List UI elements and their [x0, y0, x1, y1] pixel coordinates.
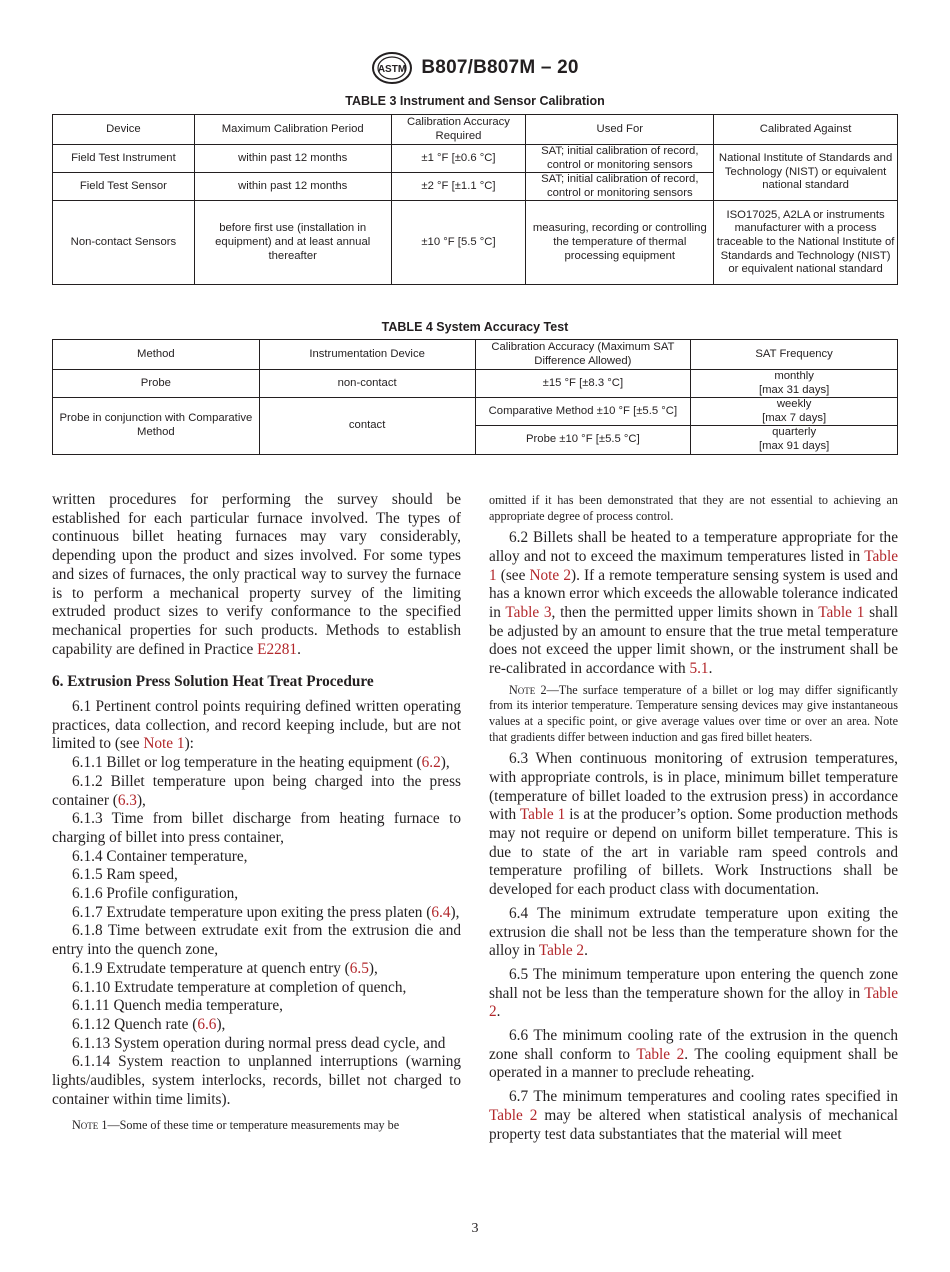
link-6-5[interactable]: 6.5: [349, 959, 369, 977]
list-item: 6.1.10 Extrudate temperature at completion of quench,: [72, 978, 407, 996]
table4-cell: ±15 °F [±8.3 °C]: [475, 370, 691, 398]
page-number: 3: [471, 1221, 479, 1236]
table4-caption: TABLE 4 System Accuracy Test: [381, 320, 569, 334]
paragraph-6-6: [489, 1027, 898, 1083]
list-item: 6.1.3 Time from billet discharge from heating furnace to charging of billet into press container,: [52, 810, 461, 846]
note-text: 1—Some of these time or temperature measurements may be: [98, 1117, 400, 1132]
list-item: 6.1.4 Container temperature,: [72, 847, 248, 865]
text: is at the producer’s option. Some production methods may not require or depend on uniform billet temperature. This is due to state of the art in variable ram speed controls and temperature profiling of billets. Work Instructions shall be developed for each product class with documentation.: [489, 806, 898, 899]
table3-cell: within past 12 months: [194, 145, 391, 173]
table-row: [53, 370, 898, 398]
text: 6.2 Billets shall be heated to a temperature appropriate for the alloy and not to exceed the maximum temperatures listed in: [489, 529, 898, 565]
text: , then the permitted upper limits shown in: [551, 604, 819, 621]
link-table-2[interactable]: Table 2: [489, 984, 898, 1021]
frequency-label: weekly: [776, 398, 812, 411]
right-column: [489, 493, 898, 1144]
note-text: 2—The surface temperature of a billet or log may differ significantly from its interior temperature. Temperature sensing devices may give instantaneous values at a specific point, or give average values over time or over an area. Note that gradients differ between induction and gas fired billet heaters.: [489, 682, 898, 744]
table3-cell: SAT; initial calibration of record, control or monitoring sensors: [526, 145, 714, 173]
link-note-2[interactable]: Note 2: [529, 566, 571, 584]
table3: [52, 114, 898, 285]
note-label: Note: [72, 1117, 99, 1132]
frequency-max: [max 31 days]: [758, 383, 830, 396]
table4-header-row: [53, 340, 898, 370]
table-row: [53, 201, 898, 285]
list-item: [52, 1016, 461, 1035]
frequency-label: quarterly: [772, 426, 817, 439]
paragraph-6-2: [489, 529, 898, 679]
table3-header-cell: Device: [53, 115, 195, 145]
link-table-1[interactable]: Table 1: [489, 547, 898, 584]
text: ):: [184, 735, 194, 753]
table4-header-cell: Method: [53, 340, 260, 370]
list-item: 6.1.5 Ram speed,: [72, 866, 178, 884]
text: 6.1.9 Extrudate temperature at quench entry (: [72, 959, 350, 977]
table3-cell: measuring, recording or controlling the temperature of thermal processing equipment: [526, 201, 714, 285]
note-2: [489, 683, 898, 745]
table4-cell: [691, 370, 898, 398]
text: ),: [440, 754, 450, 772]
text: 6.3 When continuous monitoring of extrusion temperatures, with appropriate controls, is in place, minimum billet temperature (temperature of billet loaded to the extrusion press) in accordance with: [489, 750, 898, 824]
table4-cell: Probe ±10 °F [±5.5 °C]: [475, 426, 691, 454]
link-table-3[interactable]: Table 3: [505, 604, 552, 621]
link-6-3[interactable]: 6.3: [117, 791, 137, 809]
table3-cell: Field Test Sensor: [53, 173, 195, 201]
text: 6.1.7 Extrudate temperature upon exiting the press platen (: [72, 903, 432, 921]
list-item: 6.1.11 Quench media temperature,: [72, 997, 283, 1015]
text: ),: [450, 903, 460, 921]
text: 6.5 The minimum temperature upon entering the quench zone shall not be less than the temperature shown for the alloy in: [489, 965, 898, 1002]
table3-header-row: [53, 115, 898, 145]
text: (see: [496, 566, 530, 584]
paragraph-6-1: [52, 698, 461, 754]
table4-header-cell: SAT Frequency: [691, 340, 898, 370]
link-table-1[interactable]: Table 1: [818, 604, 865, 621]
link-6-2[interactable]: 6.2: [421, 754, 441, 772]
paragraph-continued: [52, 491, 461, 659]
list-item: 6.1.8 Time between extrudate exit from the extrusion die and entry into the quench zone,: [52, 922, 461, 959]
text: .: [584, 942, 588, 960]
table-row: [53, 145, 898, 173]
text: written procedures for performing the survey should be established for each particular furnace involved. The types of continuous billet heating furnaces may vary considerably, depending upon the product and sizes involved. For some types and sizes of furnaces, the only practical way to survey the furnace is to perform a mechanical property survey of the limiting extruded product sizes to verify conformance to the specified mechanical properties for such products. Methods to establish capability are defined in Practice: [52, 491, 461, 658]
table3-cell: ±2 °F [±1.1 °C]: [391, 173, 526, 201]
text: ),: [216, 1015, 226, 1033]
link-table-2[interactable]: Table 2: [636, 1045, 685, 1063]
page-header: [0, 50, 950, 86]
list-item: 6.1.6 Profile configuration,: [72, 885, 239, 903]
table3-header-cell: Calibration Accuracy Required: [391, 115, 526, 145]
table3-cell: within past 12 months: [194, 173, 391, 201]
link-table-2[interactable]: Table 2: [538, 942, 585, 960]
link-6-4[interactable]: 6.4: [431, 903, 451, 921]
table4-cell: contact: [259, 398, 475, 454]
astm-logo-icon: [371, 50, 413, 86]
svg-text:ASTM: ASTM: [378, 64, 407, 75]
link-table-1[interactable]: Table 1: [519, 806, 566, 824]
table3-cell: Non-contact Sensors: [53, 201, 195, 285]
table4-cell: [691, 426, 898, 454]
table3-caption: TABLE 3 Instrument and Sensor Calibration: [345, 94, 605, 108]
text: shall be adjusted by an amount to ensure that the true metal temperature does not exceed the upper limit shown, or the instrument shall be re-calibrated in accordance with: [489, 604, 899, 678]
table3-cell: SAT; initial calibration of record, control or monitoring sensors: [526, 173, 714, 201]
note-1-continued: omitted if it has been demonstrated that they are not essential to achieving an appropriate degree of process control.: [489, 493, 898, 523]
text: 6.6 The minimum cooling rate of the extrusion in the quench zone shall conform to: [489, 1027, 898, 1063]
table3-cell: ±1 °F [±0.6 °C]: [391, 145, 526, 173]
text: .: [708, 660, 713, 678]
text: 6.1 Pertinent control points requiring defined written operating practices, data collection, and record keeping include, but are not limited to (see: [52, 698, 461, 753]
table4-cell: non-contact: [259, 370, 475, 398]
table3-cell: before first use (installation in equipment) and at least annual thereafter: [194, 201, 391, 285]
standard-designation: B807/B807M – 20: [421, 57, 579, 78]
list-item: [52, 960, 461, 979]
table3-header-cell: Calibrated Against: [714, 115, 898, 145]
table4-header-cell: Calibration Accuracy (Maximum SAT Difference Allowed): [475, 340, 691, 370]
link-e2281[interactable]: E2281: [257, 640, 298, 658]
list-item: [52, 754, 461, 773]
table4: [52, 339, 898, 455]
text: 6.1.1 Billet or log temperature in the heating equipment (: [72, 754, 422, 772]
table4-header-cell: Instrumentation Device: [259, 340, 475, 370]
link-table-2[interactable]: Table 2: [489, 1106, 538, 1124]
table3-cell: National Institute of Standards and Technology (NIST) or equivalent national standard: [714, 145, 898, 201]
text: .: [496, 1003, 501, 1021]
table3-cell: Field Test Instrument: [53, 145, 195, 173]
text: ). If a remote temperature sensing system is used and has a known error which exceeds the allowable tolerance indicated in: [489, 566, 899, 621]
list-item: 6.1.14 System reaction to unplanned interruptions (warning lights/audibles, system interlocks, records, billet not charged to container within time limits).: [52, 1053, 461, 1108]
text: . The cooling equipment shall be operated in a manner to preclude reheating.: [489, 1045, 899, 1082]
text: 6.1.12 Quench rate (: [72, 1015, 198, 1033]
list-item: [52, 904, 461, 923]
table3-cell: ISO17025, A2LA or instruments manufacturer with a process traceable to the National Institute of Standards and Technology (NIST) or equivalent national standard: [714, 201, 898, 285]
paragraph-6-4: [489, 905, 898, 961]
table3-cell: ±10 °F [5.5 °C]: [391, 201, 526, 285]
table4-cell: Comparative Method ±10 °F [±5.5 °C]: [475, 398, 691, 426]
left-column: [52, 491, 461, 1133]
table4-cell: Probe in conjunction with Comparative Method: [53, 398, 260, 454]
text: may be altered when statistical analysis of mechanical property test data substantiates that the material will meet: [489, 1106, 898, 1143]
frequency-max: [max 7 days]: [762, 411, 827, 424]
table4-cell: Probe: [53, 370, 260, 398]
text: .: [297, 640, 301, 658]
frequency-max: [max 91 days]: [758, 439, 830, 452]
note-label: Note: [509, 682, 536, 697]
link-5-1[interactable]: 5.1: [689, 660, 709, 678]
table-row: [53, 398, 898, 426]
table4-cell: [691, 398, 898, 426]
paragraph-6-5: [489, 966, 898, 1022]
text: ),: [136, 791, 146, 809]
list-item: 6.1.13 System operation during normal press dead cycle, and: [72, 1034, 446, 1052]
paragraph-6-7: [489, 1088, 898, 1144]
frequency-label: monthly: [774, 370, 814, 382]
text: 6.7 The minimum temperatures and cooling rates specified in: [509, 1088, 898, 1106]
text: 6.4 The minimum extrudate temperature upon exiting the extrusion die shall not be less than the temperature shown for the alloy in: [489, 904, 898, 960]
table3-header-cell: Used For: [526, 115, 714, 145]
section-heading: 6. Extrusion Press Solution Heat Treat Procedure: [52, 673, 374, 691]
paragraph-6-3: [489, 750, 898, 900]
link-note-1[interactable]: Note 1: [143, 735, 185, 753]
table3-header-cell: Maximum Calibration Period: [194, 115, 391, 145]
link-6-6[interactable]: 6.6: [197, 1015, 217, 1033]
note-1: [52, 1118, 461, 1134]
text: 6.1.2 Billet temperature upon being charged into the press container (: [52, 772, 461, 809]
list-item: [52, 773, 461, 810]
text: ),: [368, 959, 378, 977]
